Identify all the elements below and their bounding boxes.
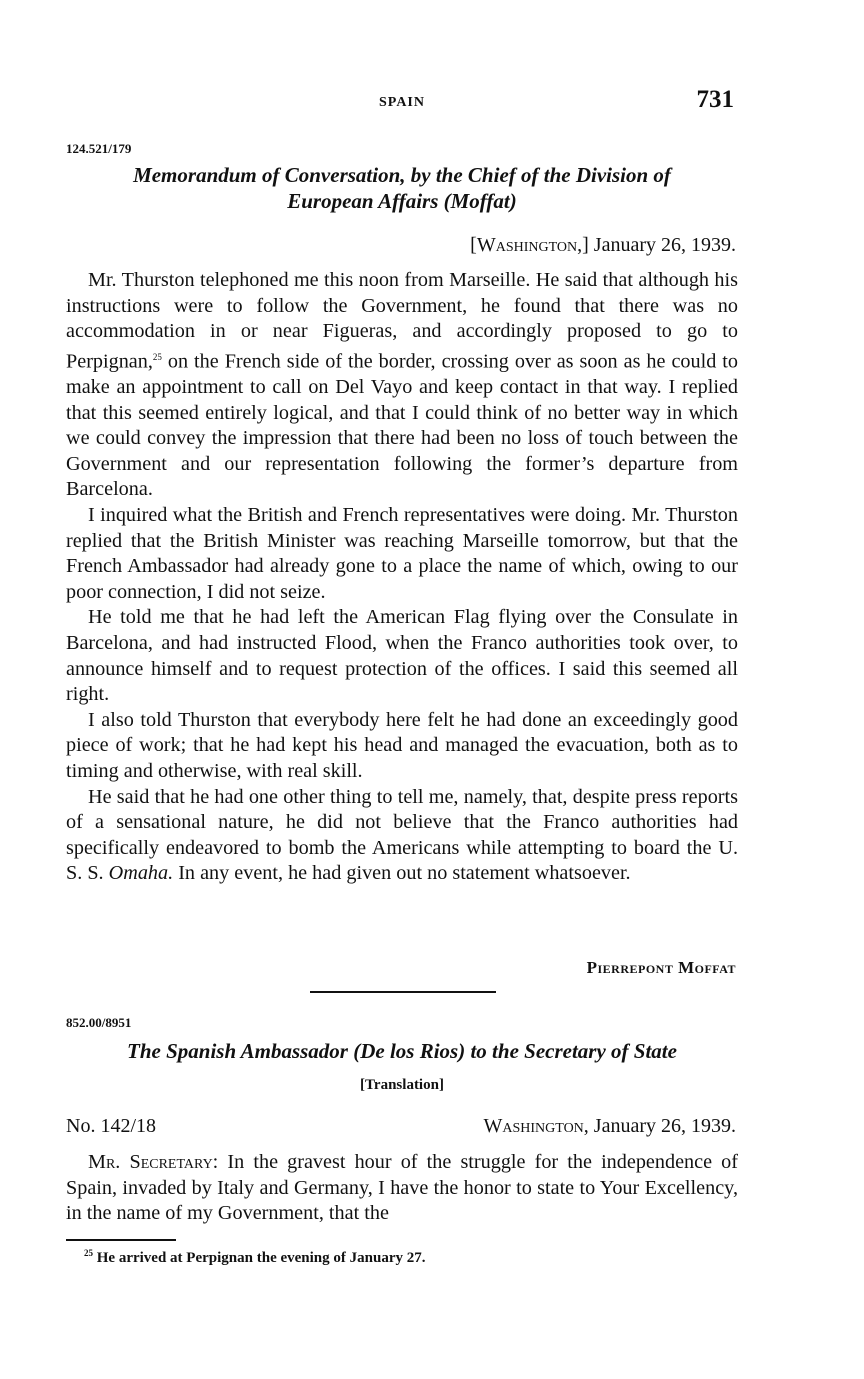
- paragraph-5: He said that he had one other thing to tell me, namely, that, despite press reports of a sensational nature, he did not believe that the Franco authorities had specifically endeavored to bomb the Americans while attempting to board the U. S. S. Omaha. In any event, he had given out no statement whatsoever.: [66, 785, 738, 885]
- document-page: [66, 0, 738, 1379]
- letter-dateline: [484, 1115, 737, 1138]
- section-divider: [310, 991, 496, 993]
- ship-name: Omaha.: [108, 862, 174, 885]
- memorandum-title: [66, 162, 738, 214]
- translation-note: [Translation]: [360, 1077, 444, 1093]
- running-head: SPAIN: [379, 95, 425, 110]
- dateline-place: Washington,: [476, 234, 583, 256]
- dateline-bracket-close: ]: [582, 234, 589, 256]
- letter-date: January 26, 1939.: [593, 1115, 736, 1137]
- footnote-25: [84, 1248, 425, 1267]
- memorandum-title-line-1: Memorandum of Conversation, by the Chief of the Division of: [133, 163, 671, 187]
- paragraph-1: Mr. Thurston telephoned me this noon from Marseille. He said that although his instructions were to follow the Government, he found that there was no accommodation in or near Figueras, and accordingly proposed to go to Perpignan,$^{25}$ on the French side of the border, crossing over as soon as he could to make an appointment to call on Del Vayo and keep contact in that way. I replied that this seemed entirely logical, and that I could think of no better way in which we could convey the impression that there had been no loss of touch between the Government and our representation following the former’s departure from Barcelona.: [66, 269, 738, 501]
- signature: Pierrepont Moffat: [586, 958, 736, 977]
- file-reference-2: 852.00/8951: [66, 1015, 132, 1030]
- letter-number: No. 142/18: [66, 1115, 156, 1137]
- footnote-text: He arrived at Perpignan the evening of January 27.: [96, 1250, 426, 1266]
- paragraph-2: I inquired what the British and French representatives were doing. Mr. Thurston replied that the British Minister was reaching Marseille tomorrow, but that the French Ambassador had already gone to a place the name of which, owing to our poor connection, I did not seize.: [66, 504, 738, 603]
- footnote-mark: 25: [84, 1248, 93, 1258]
- file-reference-1: 124.521/179: [66, 141, 132, 156]
- letter-body: [66, 1150, 738, 1227]
- footnote-ref-25: 25: [152, 351, 162, 362]
- letter-paragraph-1: Mr. Secretary: In the gravest hour of the struggle for the independence of Spain, invaded by Italy and Germany, I have the honor to state to Your Excellency, in the name of my Government, that the: [66, 1151, 738, 1225]
- page-header: [66, 86, 738, 116]
- paragraph-3: He told me that he had left the American Flag flying over the Consulate in Barcelona, and had instructed Flood, when the Franco authorities took over, to announce himself and to request protection of the offices. I said this seemed all right.: [66, 606, 738, 706]
- memorandum-title-line-2: European Affairs (Moffat): [287, 189, 517, 213]
- page-number: 731: [696, 86, 734, 113]
- memorandum-dateline: [470, 234, 736, 257]
- dateline-date: January 26, 1939.: [593, 234, 736, 256]
- memorandum-body: [66, 268, 738, 887]
- salutation: Mr. Secretary:: [88, 1151, 219, 1173]
- letter-title: The Spanish Ambassador (De los Rios) to the Secretary of State: [127, 1039, 677, 1063]
- footnote-rule: [66, 1239, 176, 1241]
- letter-place: Washington,: [483, 1115, 589, 1137]
- dateline-bracket-open: [: [470, 234, 477, 256]
- paragraph-4: I also told Thurston that everybody here felt he had done an exceedingly good piece of work; that he had kept his head and managed the evacuation, both as to timing and otherwise, with real skill.: [66, 708, 738, 783]
